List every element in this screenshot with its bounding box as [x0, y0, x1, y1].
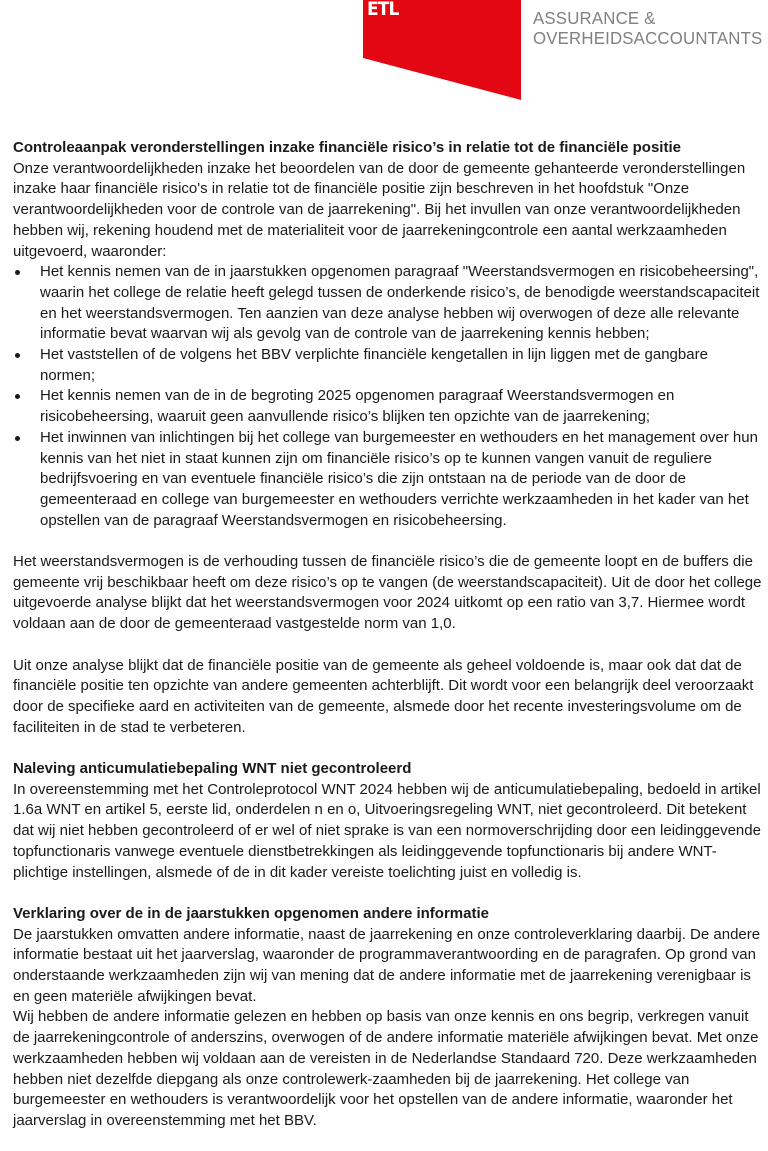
etl-logo-text: ETL [367, 0, 399, 20]
brand-name [533, 8, 762, 48]
section-body: In overeenstemming met het Controleprotocol WNT 2024 hebben wij de anticumulatiebepaling, bedoeld in artikel 1.6a WNT en artikel 5, eerste lid, onderdelen n en o, Uitvoeringsregeling WNT, niet gecontroleerd. Dit betekent dat wij niet hebben gecontroleerd of er wel of niet sprake is van een normoverschrijding door een leidinggevende topfunctionaris vanwege eventuele dienstbetrekkingen als leidinggevende topfunctionaris bij andere WNT-plichtige instellingen, alsmede of de in dit kader vereiste toelichting juist en volledig is. [13, 780, 761, 881]
list-item: Het vaststellen of de volgens het BBV verplichte financiële kengetallen in lijn liggen met de gangbare normen; [13, 345, 763, 386]
section-title: Naleving anticumulatiebepaling WNT niet gecontroleerd [13, 760, 412, 778]
section-andere-informatie [13, 904, 763, 1132]
procedures-list [13, 262, 763, 531]
list-item: Het kennis nemen van de in de begroting 2025 opgenomen paragraaf Weerstandsvermogen en risicobeheersing, waaruit geen aanvullende risico’s blijken ten opzichte van de jaarrekening; [13, 386, 763, 427]
section-body-1: De jaarstukken omvatten andere informatie, naast de jaarrekening en onze controleverklaring daarbij. De andere informatie bestaat uit het jaarverslag, waaronder de programmaverantwoording en de paragrafen. Op grond van onderstaande werkzaamheden zijn wij van mening dat de andere informatie met de jaarrekening verenigbaar is en geen materiële afwijkingen bevat. [13, 925, 761, 1005]
paragraph-weerstandsvermogen: Het weerstandsvermogen is de verhouding tussen de financiële risico’s die de gemeente loopt en de buffers die gemeente vrij beschikbaar heeft om deze risico’s op te vangen (de weerstandscapaciteit). Uit de door het college uitgevoerde analyse blijkt dat het weerstandsvermogen voor 2024 uitkomt op een ratio van 3,7. Hiermee wordt voldaan aan de door de gemeenteraad vastgestelde norm van 1,0. [13, 553, 762, 633]
section-body-2: Wij hebben de andere informatie gelezen en hebben op basis van onze kennis en ons begrip, verkregen vanuit de jaarrekeningcontrole of anderszins, overwogen of de andere informatie materiële afwijkingen bevat. Met onze werkzaamheden hebben wij voldaan aan de vereisten in de Nederlandse Standaard 720. Deze werkzaamheden hebben niet dezelfde diepgang als onze controlewerk-zaamheden bij de jaarrekening. Het college van burgemeester en wethouders is verantwoordelijk voor het opstellen van de andere informatie, waaronder het jaarverslag in overeenstemming met het BBV. [13, 1008, 759, 1129]
section-controleaanpak [13, 138, 763, 738]
section-title: Verklaring over de in de jaarstukken opgenomen andere informatie [13, 904, 489, 922]
list-item: Het inwinnen van inlichtingen bij het college van burgemeester en wethouders en het management over hun kennis van het niet in staat kunnen zijn om financiële risico’s op te kunnen vangen vanuit de reguliere bedrijfsvoering en van eventuele financiële risico’s die zijn ontstaan na de periode van de door de gemeenteraad en college van burgemeester en wethouders verrichte werkzaamheden in het kader van het opstellen van de paragraaf Weerstandsvermogen en risicobeheersing. [13, 428, 763, 532]
brand-line-1: ASSURANCE & [533, 8, 656, 28]
section-wnt [13, 759, 763, 883]
page-header [0, 0, 768, 105]
section-intro: Onze verantwoordelijkheden inzake het beoordelen van de door de gemeente gehanteerde veronderstellingen inzake haar financiële risico's in relatie tot de financiële positie zijn beschreven in het hoofdstuk "Onze verantwoordelijkheden voor de controle van de jaarrekening". Bij het invullen van onze verantwoordelijkheden hebben wij, rekening houdend met de materialiteit voor de jaarrekeningcontrole een aantal werkzaamheden uitgevoerd, waaronder: [13, 159, 746, 260]
document-body [13, 138, 763, 1132]
list-item: Het kennis nemen van de in jaarstukken opgenomen paragraaf "Weerstandsvermogen en risicobeheersing", waarin het college de relatie heeft gelegd tussen de onderkende risico’s, de benodigde weerstandscapaciteit en het weerstandsvermogen. Ten aanzien van deze analyse hebben wij overwogen of deze alle relevante informatie bevat waarvan wij als gevolg van de controle van de jaarrekening kennis hebben; [13, 262, 763, 345]
section-title: Controleaanpak veronderstellingen inzake financiële risico’s in relatie tot de financiële positie [13, 139, 681, 156]
brand-line-2: OVERHEIDSACCOUNTANTS [533, 28, 763, 48]
paragraph-financiele-positie: Uit onze analyse blijkt dat de financiële positie van de gemeente als geheel voldoende is, maar ook dat dat de financiële positie ten opzichte van andere gemeenten achterblijft. Dit wordt voor een belangrijk deel veroorzaakt door de specifieke aard en activiteiten van de gemeente, alsmede door het recente investeringsvolume om de faciliteiten in de stad te verbeteren. [13, 656, 754, 736]
